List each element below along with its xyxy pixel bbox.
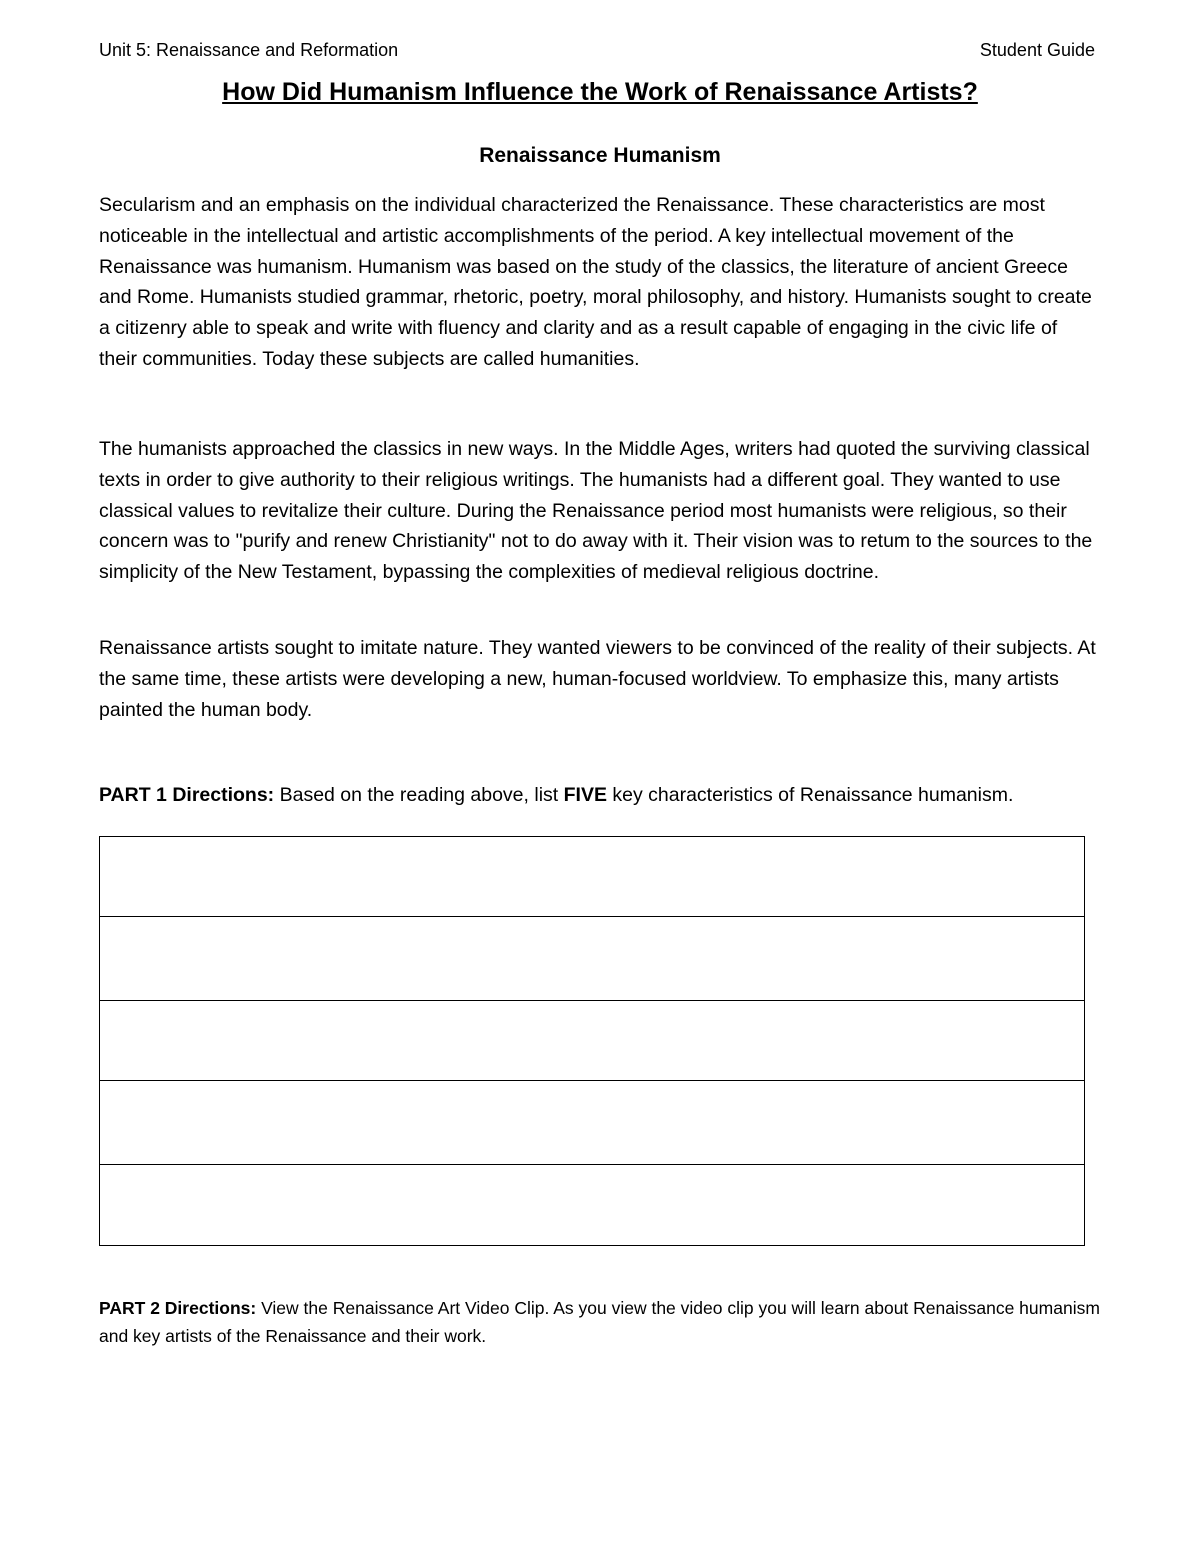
- answer-cell-3[interactable]: [100, 1001, 1085, 1081]
- part1-directions: [99, 781, 1109, 809]
- part2-text: View the Renaissance Art Video Clip. As you view the video clip you will learn about Renaissance humanism and key artists of the Renaissance and their work.: [99, 1298, 1100, 1346]
- answer-cell-2[interactable]: [100, 917, 1085, 1001]
- header-guide-label: Student Guide: [979, 40, 1095, 60]
- part1-text-before: Based on the reading above, list: [274, 784, 564, 806]
- part1-label: PART 1 Directions:: [99, 784, 275, 806]
- page-title: How Did Humanism Influence the Work of Renaissance Artists?: [222, 78, 978, 106]
- answer-cell-4[interactable]: [100, 1081, 1085, 1165]
- part2-directions: [99, 1294, 1109, 1350]
- header-unit-title: Unit 5: Renaissance and Reformation: [99, 40, 399, 60]
- part1-text-after: key characteristics of Renaissance humanism.: [606, 784, 1014, 806]
- section-subtitle: Renaissance Humanism: [479, 144, 721, 167]
- answer-cell-1[interactable]: [100, 837, 1085, 917]
- part1-emphasis: FIVE: [563, 784, 607, 806]
- reading-paragraph-1: Secularism and an emphasis on the individual characterized the Renaissance. These characteristics are most noticeable in the intellectual and artistic accomplishments of the period. A key intellectual movement of the Renaissance was humanism. Humanism was based on the study of the classics, the literature of ancient Greece and Rome. Humanists studied grammar, rhetoric, poetry, moral philosophy, and history. Humanists sought to create a citizenry able to speak and write with fluency and clarity and as a result capable of engaging in the civic life of their communities. Today these subjects are called humanities.: [99, 194, 1092, 370]
- answer-table: [99, 836, 1085, 1246]
- reading-paragraph-3: Renaissance artists sought to imitate nature. They wanted viewers to be convinced of the reality of their subjects. At the same time, these artists were developing a new, human-focused worldview. To emphasize this, many artists painted the human body.: [99, 637, 1096, 721]
- answer-cell-5[interactable]: [100, 1165, 1085, 1246]
- reading-paragraph-2: The humanists approached the classics in new ways. In the Middle Ages, writers had quoted the surviving classical texts in order to give authority to their religious writings. The humanists had a different goal. They wanted to use classical values to revitalize their culture. During the Renaissance period most humanists were religious, so their concern was to "purify and renew Christianity" not to do away with it. Their vision was to retum to the sources to the simplicity of the New Testament, bypassing the complexities of medieval religious doctrine.: [99, 438, 1093, 584]
- part2-label: PART 2 Directions:: [99, 1298, 257, 1318]
